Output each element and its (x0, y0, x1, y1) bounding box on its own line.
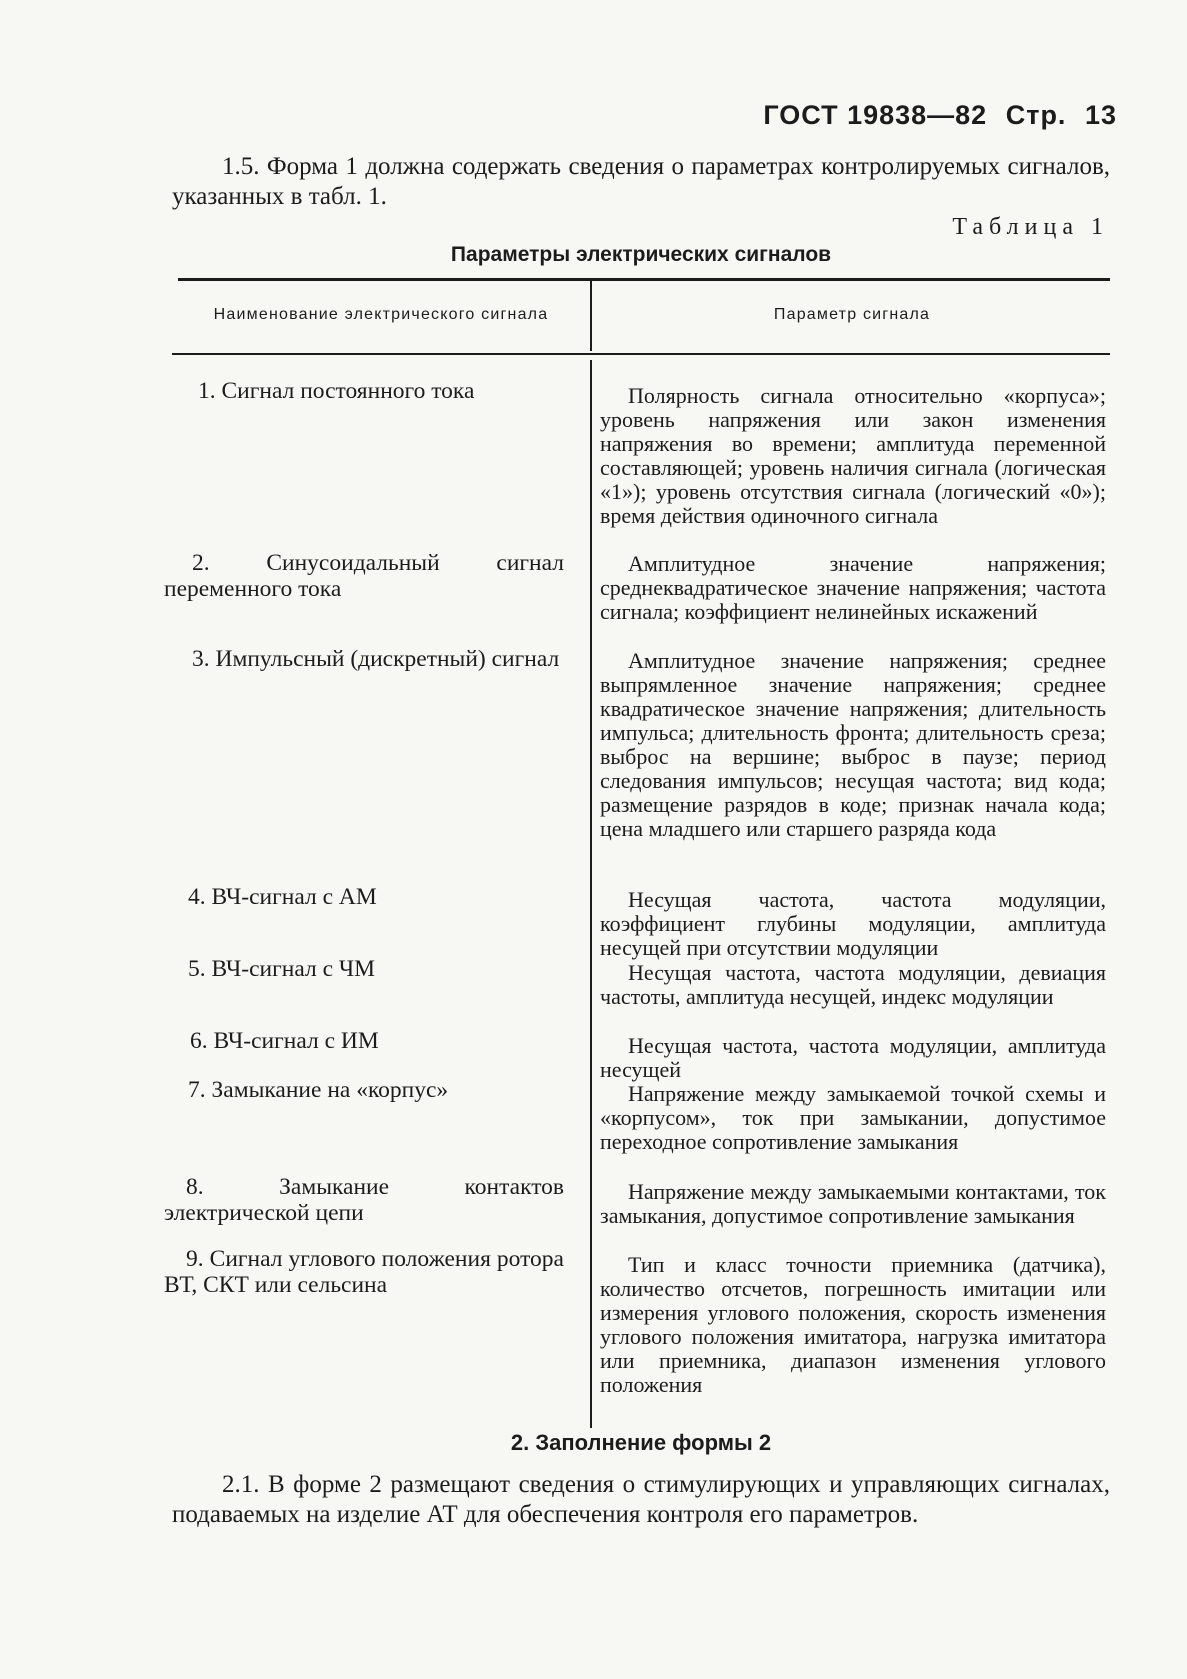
intro-paragraph (172, 152, 1110, 212)
column-header-param: Параметр сигнала (773, 306, 931, 323)
table-header-divider (590, 281, 592, 351)
table-row-name: 3. Импульсный (дискретный) сигнал (192, 646, 560, 672)
section-2-paragraph (172, 1470, 1110, 1530)
table-row-param: Амплитудное значение напряжения; среднеквадратическое значение напряжения; частота сигнала; коэффициент нелинейных искажений (600, 551, 1106, 624)
intro-text: 1.5. Форма 1 должна содержать сведения о параметрах контролируемых сигналов, указанных в табл. 1. (172, 153, 1110, 210)
table-column-divider (590, 360, 592, 1428)
table-row-name: 8. Замыкание контактов электрической цепи (164, 1174, 564, 1226)
table-row-param: Напряжение между замыкаемой точкой схемы и «корпусом», ток при замыкании, допустимое переходное сопротивление замыкания (600, 1081, 1106, 1154)
table-row-param: Несущая частота, частота модуляции, амплитуда несущей (600, 1033, 1106, 1082)
table-header-rule (172, 353, 1110, 355)
table-row-name: 6. ВЧ-сигнал с ИМ (190, 1028, 379, 1054)
table-title: Параметры электрических сигналов (450, 243, 832, 266)
table-top-rule (178, 278, 1110, 281)
table-row-name: 1. Сигнал постоянного тока (198, 378, 475, 404)
table-row-name: 2. Синусоидальный сигнал переменного тока (164, 550, 564, 602)
page-label: Стр. (1005, 100, 1067, 130)
table-row-param: Несущая частота, частота модуляции, коэффициент глубины модуляции, амплитуда несущей при отсутствии модуляции (600, 887, 1106, 960)
table-row-param: Полярность сигнала относительно «корпуса»; уровень напряжения или закон изменения напряжения во времени; амплитуда переменной составляющей; уровень наличия сигнала (логическая «1»); уровень отсутствия сигнала (логический «0»); время действия одиночного сигнала (600, 383, 1106, 528)
table-row-name: 5. ВЧ-сигнал с ЧМ (188, 956, 376, 982)
column-header-name: Наименование электрического сигнала (213, 306, 549, 323)
table-row-name: 7. Замыкание на «корпус» (188, 1077, 449, 1103)
page-number: 13 (1084, 100, 1117, 130)
section-2-text: 2.1. В форме 2 размещают сведения о стимулирующих и управляющих сигналах, подаваемых на изделие АТ для обеспечения контроля его параметров. (172, 1471, 1110, 1528)
table-row-name: 9. Сигнал углового положения ротора ВТ, СКТ или сельсина (164, 1246, 564, 1298)
table-row-param: Напряжение между замыкаемыми контактами, ток замыкания, допустимое сопротивление замыкания (600, 1179, 1106, 1228)
table-row-param: Несущая частота, частота модуляции, девиация частоты, амплитуда несущей, индекс модуляции (600, 960, 1106, 1009)
standard-number: ГОСТ 19838—82 (763, 100, 988, 130)
table-label: Таблица 1 (952, 214, 1109, 240)
page-header (763, 100, 1117, 131)
table-row-name: 4. ВЧ-сигнал с АМ (188, 884, 377, 910)
table-row-param: Тип и класс точности приемника (датчика), количество отсчетов, погрешность имитации или измерения углового положения, скорость изменения углового положения имитатора, нагрузка имитатора или приемника, диапазон изменения углового положения (600, 1252, 1106, 1397)
table-row-param: Амплитудное значение напряжения; среднее выпрямленное значение напряжения; среднее квадратическое значение напряжения; длительность импульса; длительность фронта; длительность среза; выброс на вершине; выброс в паузе; период следования импульсов; несущая частота; вид кода; размещение разрядов в коде; признак начала кода; цена младшего или старшего разряда кода (600, 648, 1106, 841)
section-2-title: 2. Заполнение формы 2 (510, 1430, 772, 1455)
